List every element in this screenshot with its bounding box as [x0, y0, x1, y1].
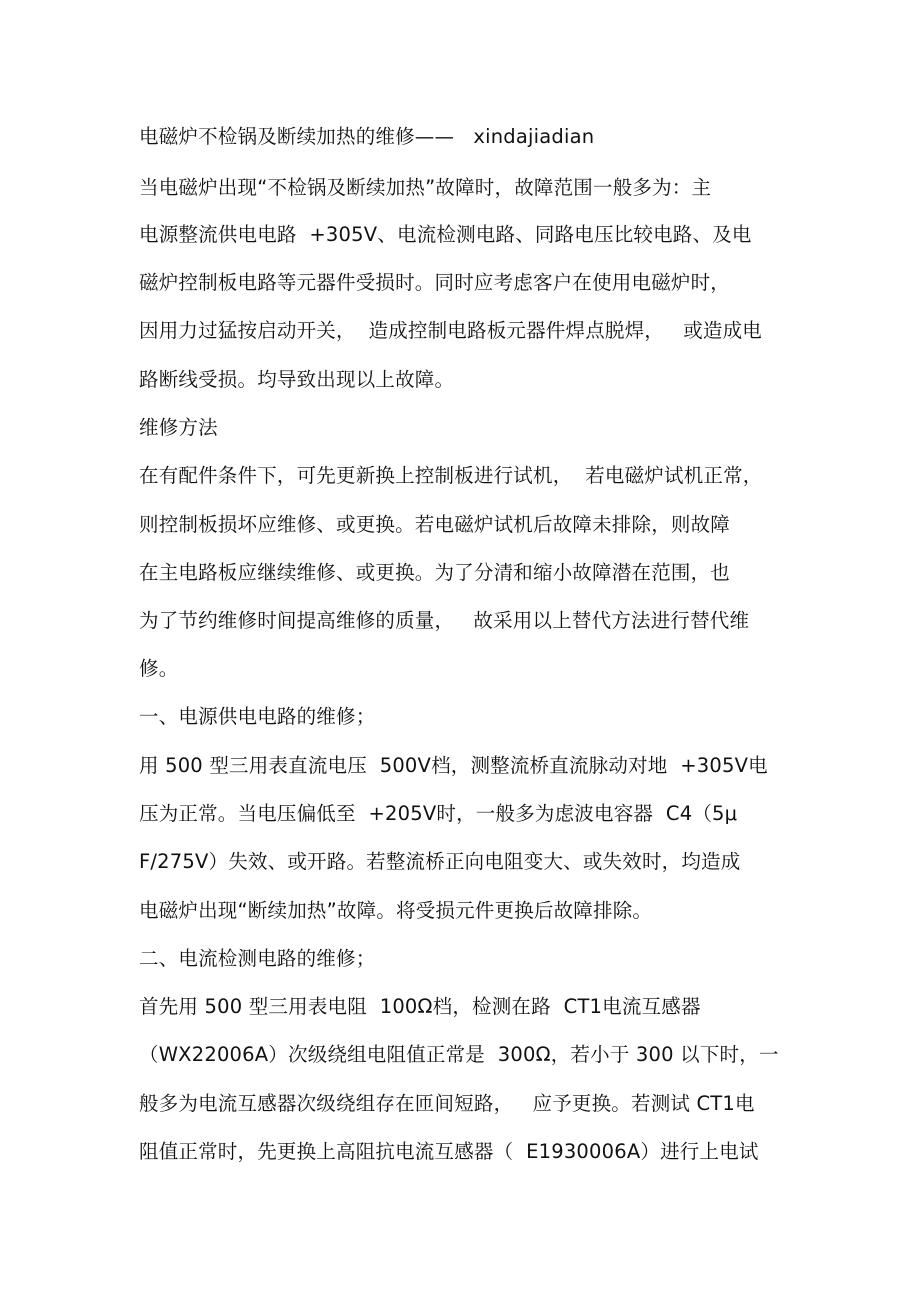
text-line: 修。 — [139, 657, 179, 680]
text-line: 在主电路板应继续维修、或更换。为了分清和缩小故障潜在范围，也 — [139, 561, 731, 584]
section-heading: 一、电源供电电路的维修； — [139, 705, 376, 728]
text-line: 般多为电流互感器次级绕组存在匝间短路， 应予更换。若测试 CT1电 — [139, 1092, 755, 1115]
text-line: 用 500 型三用表直流电压 500V档，测整流桥直流脉动对地 +305V电 — [139, 754, 768, 777]
text-line: （WX22006A）次级绕组电阻值正常是 300Ω，若小于 300 以下时，一 — [139, 1043, 779, 1066]
text-line: 为了节约维修时间提高维修的质量， 故采用以上替代方法进行替代维 — [139, 609, 750, 632]
section-heading: 二、电流检测电路的维修； — [139, 947, 376, 970]
text-line: 磁炉控制板电路等元器件受损时。同时应考虑客户在使用电磁炉时， — [139, 271, 731, 294]
text-line: 首先用 500 型三用表电阻 100Ω档，检测在路 CT1电流互感器 — [139, 995, 701, 1018]
section-heading: 维修方法 — [139, 416, 218, 439]
text-line: 则控制板损坏应维修、或更换。若电磁炉试机后故障未排除，则故障 — [139, 513, 731, 536]
text-line: 电源整流供电电路 +305V、电流检测电路、同路电压比较电路、及电 — [139, 223, 752, 246]
document-title: 电磁炉不检锅及断续加热的维修—— xindajiadian — [139, 125, 595, 148]
text-line: 在有配件条件下，可先更新换上控制板进行试机， 若电磁炉试机正常， — [139, 464, 763, 487]
text-line: 阻值正常时，先更换上高阻抗电流互感器（ E1930006A）进行上电试 — [139, 1140, 759, 1163]
text-line: 压为正常。当电压偏低至 +205V时，一般多为虑波电容器 C4（5μ — [139, 802, 738, 825]
text-line: 当电磁炉出现“不检锅及断续加热”故障时，故障范围一般多为：主 — [139, 176, 712, 199]
text-line: F/275V）失效、或开路。若整流桥正向电阻变大、或失效时，均造成 — [139, 850, 741, 873]
text-line: 路断线受损。均导致出现以上故障。 — [139, 368, 455, 391]
text-line: 因用力过猛按启动开关， 造成控制电路板元器件焊点脱焊， 或造成电 — [139, 319, 762, 342]
text-line: 电磁炉出现“断续加热”故障。将受损元件更换后故障排除。 — [139, 899, 653, 922]
